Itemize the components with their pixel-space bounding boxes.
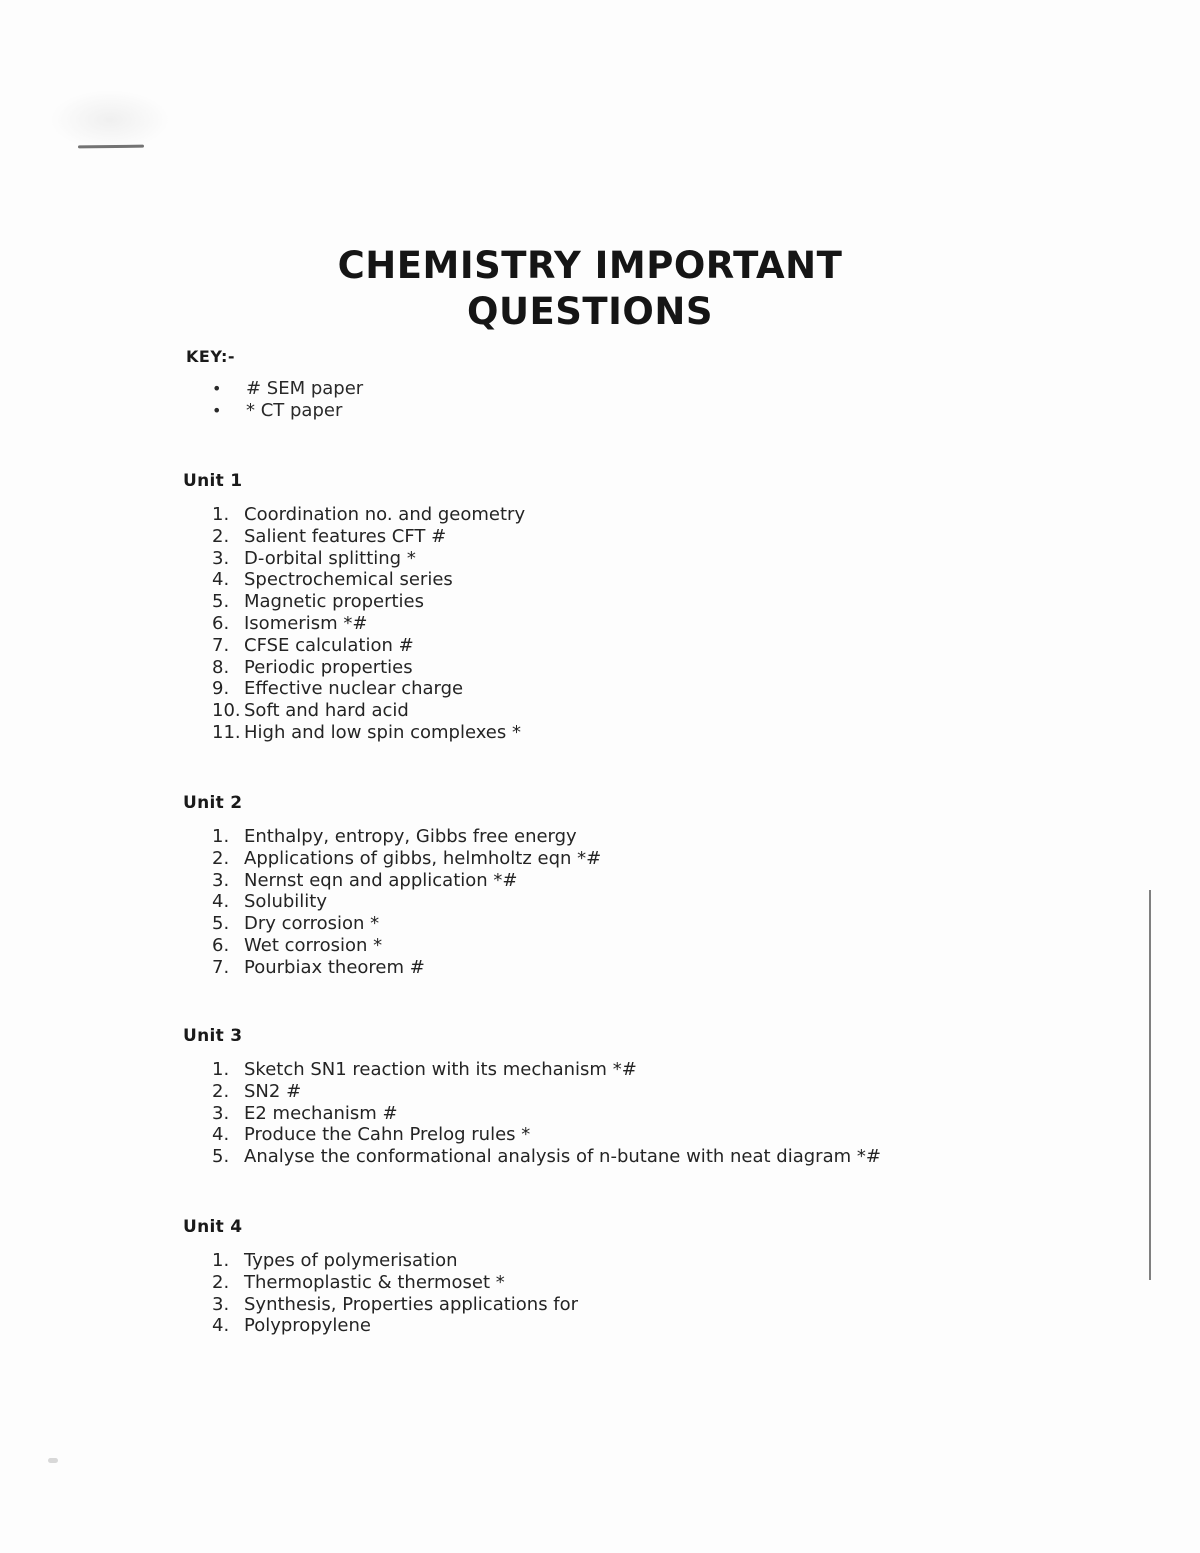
question-text: SN2 # [244,1080,302,1102]
question-number: 3. [212,1293,230,1315]
question-text: Salient features CFT # [244,525,447,547]
key-heading: KEY:- [186,347,236,366]
question-number: 1. [212,1059,230,1080]
question-number: 5. [212,591,230,613]
question-text: Isomerism *# [244,612,368,634]
question-item [183,935,601,957]
question-text: Coordination no. and geometry [244,504,526,525]
question-list [183,1059,881,1168]
question-item [183,1103,881,1125]
unit-4-section [183,1216,578,1337]
question-number: 11. [212,721,241,743]
question-number: 8. [212,656,230,678]
question-number: 3. [212,869,230,891]
unit-1-section [183,470,525,744]
question-list [183,504,525,744]
question-item [183,913,601,935]
question-number: 1. [212,826,230,847]
question-number: 1. [212,1250,230,1271]
scan-edge-line [1149,890,1151,1280]
key-item-sem: • # SEM paper [212,378,363,400]
question-number: 2. [212,1080,230,1102]
question-number: 4. [212,1315,230,1337]
question-text: Produce the Cahn Prelog rules * [244,1124,531,1146]
question-number: 2. [212,847,230,869]
question-number: 6. [212,612,230,634]
question-text: Solubility [244,891,327,913]
question-number: 9. [212,678,230,700]
question-item [183,504,525,526]
page-title [0,243,1180,335]
question-number: 5. [212,913,230,935]
question-text: Spectrochemical series [244,569,453,591]
question-number: 4. [212,1124,230,1146]
question-text: Thermoplastic & thermoset * [244,1271,505,1293]
question-text: CFSE calculation # [244,634,414,656]
question-item [183,613,525,635]
question-text: Pourbiax theorem # [244,956,425,978]
question-item [183,1081,881,1103]
question-text: Wet corrosion * [244,934,383,956]
question-text: Analyse the conformational analysis of n-butane with neat diagram *# [244,1146,881,1168]
question-list [183,826,601,979]
question-text: Periodic properties [244,656,413,678]
unit-2-section [183,792,601,979]
unit-heading: Unit 4 [183,1217,243,1237]
question-number: 1. [212,504,230,525]
question-number: 7. [212,956,230,978]
question-text: Types of polymerisation [244,1250,458,1271]
question-text: Dry corrosion * [244,913,380,935]
question-item [183,526,525,548]
key-item-ct: • * CT paper [212,400,363,422]
question-item [183,722,525,744]
question-text: Synthesis, Properties applications for [244,1293,579,1315]
question-number: 2. [212,1271,230,1293]
question-number: 4. [212,569,230,591]
question-text: Sketch SN1 reaction with its mechanism *# [244,1059,637,1080]
question-text: Applications of gibbs, helmholtz eqn *# [244,847,602,869]
question-item [183,591,525,613]
page-title-line-1: CHEMISTRY IMPORTANT [337,244,843,287]
page-title-line-2: QUESTIONS [467,290,713,333]
question-number: 10. [212,700,241,722]
unit-heading: Unit 1 [183,471,243,491]
unit-heading: Unit 2 [183,793,243,813]
question-text: Magnetic properties [244,591,424,613]
question-item [183,1146,881,1168]
question-number: 4. [212,891,230,913]
question-number: 5. [212,1146,230,1168]
question-item [183,891,601,913]
question-text: Effective nuclear charge [244,678,464,700]
question-text: Soft and hard acid [244,700,409,722]
question-number: 7. [212,634,230,656]
question-list [183,1250,578,1337]
question-item [183,957,601,979]
question-item [183,635,525,657]
unit-3-section [183,1025,881,1168]
question-item [183,870,601,892]
question-item [183,848,601,870]
question-number: 3. [212,1102,230,1124]
question-number: 6. [212,934,230,956]
question-item [183,569,525,591]
question-item [183,678,525,700]
scan-speck [48,1458,58,1463]
question-item [183,548,525,570]
question-text: Polypropylene [244,1315,371,1337]
question-item [183,826,601,848]
question-number: 2. [212,525,230,547]
question-item [183,700,525,722]
scan-smudge [50,90,170,150]
question-item [183,1124,881,1146]
question-text: High and low spin complexes * [244,721,521,743]
question-item [183,1294,578,1316]
question-item [183,657,525,679]
question-text: Nernst eqn and application *# [244,869,518,891]
question-item [183,1315,578,1337]
question-item [183,1250,578,1272]
question-number: 3. [212,547,230,569]
question-item [183,1272,578,1294]
question-text: Enthalpy, entropy, Gibbs free energy [244,826,577,847]
unit-heading: Unit 3 [183,1026,243,1046]
question-text: E2 mechanism # [244,1102,398,1124]
question-text: D-orbital splitting * [244,547,416,569]
question-item [183,1059,881,1081]
key-list [212,378,363,422]
